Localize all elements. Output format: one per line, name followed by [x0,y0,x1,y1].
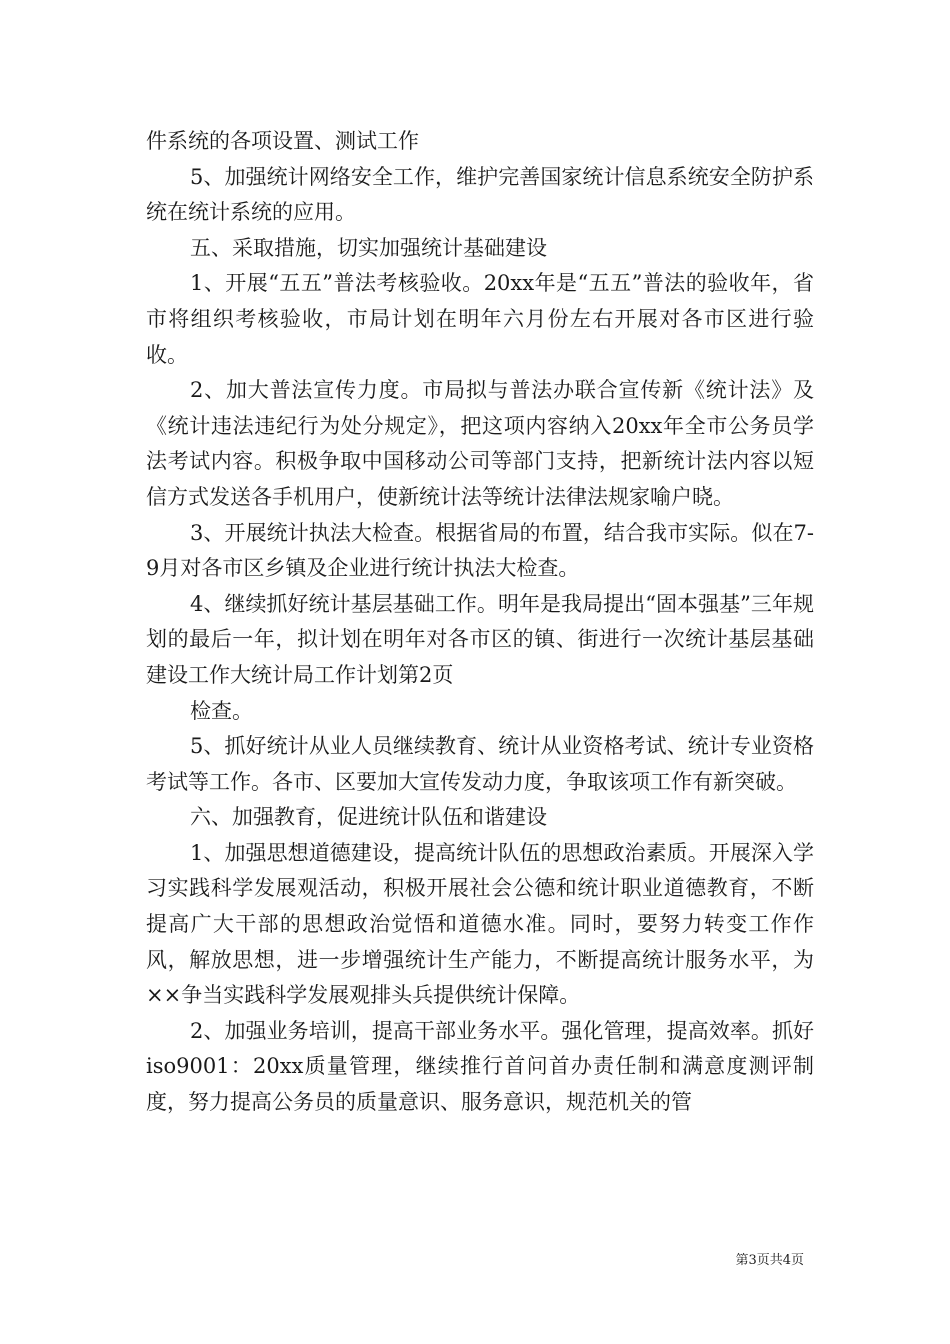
paragraph: 检查。 [190,698,253,723]
paragraph: 2、加大普法宣传力度。市局拟与普法办联合宣传新《统计法》及《统计违法违纪行为处分规定》，把这项内容纳入20xx年全市公务员学法考试内容。积极争取中国移动公司等部门支持，把新统计法内容以短信方式发送各手机用户，使新统计法等统计法律法规家喻户晓。 [146,378,814,509]
paragraph: 3、开展统计执法大检查。根据省局的布置，结合我市实际。似在7-9月对各市区乡镇及企业进行统计执法大检查。 [146,520,814,581]
paragraph: 件系统的各项设置、测试工作 [146,129,419,153]
document-body [146,124,814,1121]
paragraph: 2、加强业务培训，提高干部业务水平。强化管理，提高效率。抓好iso9001：20xx质量管理，继续推行首问首办责任制和满意度测评制度，努力提高公务员的质量意识、服务意识，规范机关的管 [146,1018,814,1115]
paragraph: 1、加强思想道德建设，提高统计队伍的思想政治素质。开展深入学习实践科学发展观活动，积极开展社会公德和统计职业道德教育，不断提高广大干部的思想政治觉悟和道德水准。同时，要努力转变工作作风，解放思想，进一步增强统计生产能力，不断提高统计服务水平，为××争当实践科学发展观排头兵提供统计保障。 [146,840,814,1008]
page-number-footer: 第3页共4页 [735,1253,804,1268]
section-heading: 五、采取措施，切实加强统计基础建设 [190,235,547,260]
paragraph: 4、继续抓好统计基层基础工作。明年是我局提出“固本强基”三年规划的最后一年，拟计划在明年对各市区的镇、街进行一次统计基层基础建设工作大统计局工作计划第2页 [146,591,814,687]
paragraph: 5、抓好统计从业人员继续教育、统计从业资格考试、统计专业资格考试等工作。各市、区要加大宣传发动力度，争取该项工作有新突破。 [146,734,814,794]
paragraph: 1、开展“五五”普法考核验收。20xx年是“五五”普法的验收年，省市将组织考核验收，市局计划在明年六月份左右开展对各市区进行验收。 [146,271,814,367]
paragraph: 5、加强统计网络安全工作，维护完善国家统计信息系统安全防护系统在统计系统的应用。 [146,164,814,225]
section-heading: 六、加强教育，促进统计队伍和谐建设 [190,805,547,830]
